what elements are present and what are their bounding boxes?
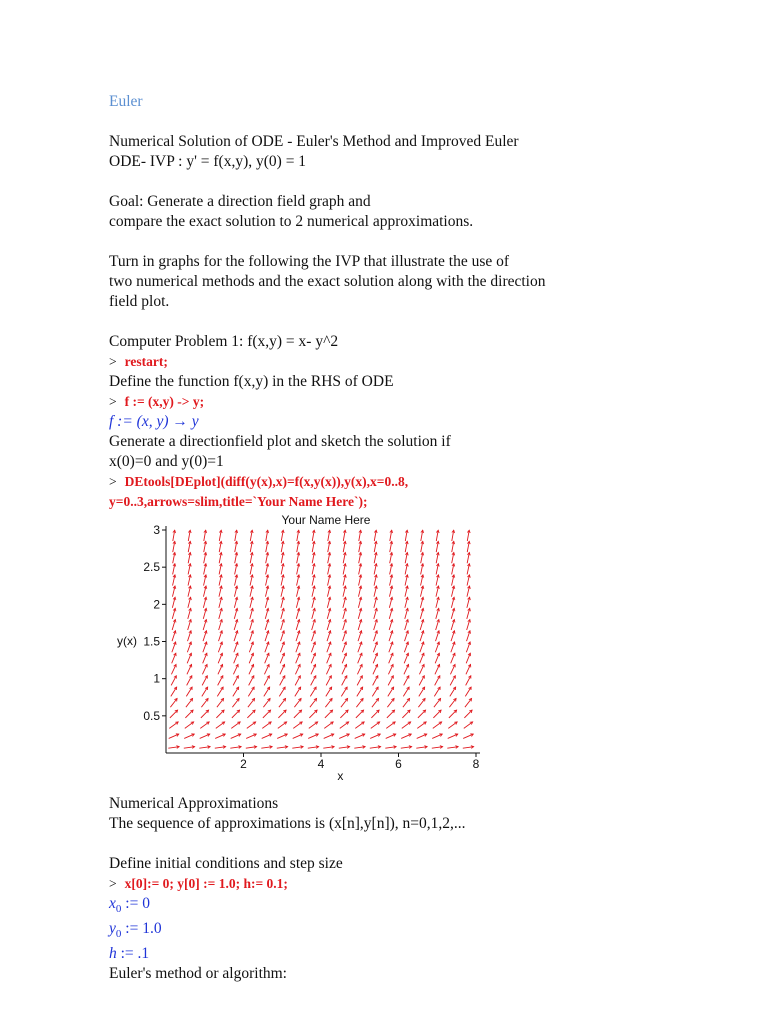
field-arrow [448,722,457,728]
field-arrow [186,698,193,707]
sequence-text: The sequence of approximations is (x[n],y[n]), n=0,1,2,... [109,815,466,832]
field-arrow [293,722,302,728]
field-arrow [449,710,457,718]
field-arrow [325,710,333,718]
direction-field-text-2: x(0)=0 and y(0)=1 [109,453,224,470]
output-f: f := (x, y) → y [109,413,199,430]
turnin-line-1: Turn in graphs for the following the IVP that illustrate the use of [109,253,510,270]
field-arrow [171,687,177,696]
field-arrow [403,698,410,707]
field-arrow [186,687,192,696]
field-arrow [464,722,473,728]
field-arrow [387,710,395,718]
field-arrow [279,687,285,696]
field-arrow [434,698,441,707]
field-arrow [202,687,208,696]
field-arrow [278,722,287,728]
field-arrow [433,710,441,718]
field-arrow [278,710,286,718]
field-arrow [433,722,442,728]
initial-conditions-text: Define initial conditions and step size [109,855,343,872]
field-arrow [402,710,410,718]
field-arrow [341,698,348,707]
field-arrow [356,710,364,718]
field-arrow [294,698,301,707]
prompt-marker: > [109,354,117,369]
x-tick-label: 4 [317,757,325,771]
command-deplot-continued[interactable]: y=0..3,arrows=slim,title=`Your Name Here`); [109,494,368,509]
turnin-line-2: two numerical methods and the exact solution along with the direction [109,273,546,290]
field-arrow [295,687,301,696]
output-y0: $y_0$ := 1.0 [109,920,162,940]
field-arrow [233,687,239,696]
field-arrow [294,710,302,718]
field-arrow [341,687,347,696]
y-tick-label: 2 [153,597,160,612]
x-tick-label: 8 [472,757,480,771]
field-arrow [217,698,224,707]
field-arrow [201,698,208,707]
field-arrow [356,698,363,707]
y-axis-label: y(x) [117,634,137,649]
field-arrow [170,698,177,707]
field-arrow [248,698,255,707]
field-arrow [263,698,270,707]
command-define-f[interactable] [109,392,749,412]
field-arrow [450,687,456,696]
field-arrow [340,710,348,718]
field-arrow [170,710,178,718]
prompt-marker: > [109,474,117,489]
output-x0: $x_0$ := 0 [109,895,150,915]
document [109,92,749,984]
euler-method-text: Euler's method or algorithm: [109,965,287,982]
plot-svg [109,512,509,794]
field-arrow [310,698,317,707]
field-arrow [372,687,378,696]
plot-title: Your Name Here [281,513,371,527]
field-arrow [216,710,224,718]
command-initial-conditions[interactable] [109,874,749,894]
field-arrow [247,710,255,718]
field-arrow [185,722,194,728]
field-arrow [248,687,254,696]
field-arrow [247,722,256,728]
command-text: restart; [124,354,168,369]
field-arrow [371,722,380,728]
field-arrow [324,722,333,728]
intro-line-2: ODE- IVP : y' = f(x,y), y(0) = 1 [109,153,307,170]
field-arrow [449,698,456,707]
field-arrow [200,722,209,728]
field-arrow [264,687,270,696]
command-deplot[interactable] [109,472,749,492]
y-tick-label: 1 [153,671,160,686]
field-arrow [402,722,411,728]
field-arrow [201,710,209,718]
field-arrow [386,722,395,728]
field-arrow [417,722,426,728]
field-arrow [309,722,318,728]
y-tick-label: 3 [153,523,160,537]
field-arrow [387,698,394,707]
field-arrow [326,687,332,696]
field-arrow [279,698,286,707]
command-text: f := (x,y) -> y; [124,394,205,409]
output-h: h := .1 [109,945,150,962]
field-arrow [418,698,425,707]
y-tick-label: 2.5 [143,560,160,575]
goal-line-1: Goal: Generate a direction field graph and [109,193,371,210]
field-arrow [263,710,271,718]
field-arrow [232,710,240,718]
problem-statement: Computer Problem 1: f(x,y) = x- y^2 [109,333,339,350]
goal-line-2: compare the exact solution to 2 numerical approximations. [109,213,474,230]
define-function-text: Define the function f(x,y) in the RHS of ODE [109,373,394,390]
field-arrow [217,687,223,696]
field-arrow [418,710,426,718]
intro-line-1: Numerical Solution of ODE - Euler's Method and Improved Euler [109,133,519,150]
field-arrow [464,710,472,718]
command-text: x[0]:= 0; y[0] := 1.0; h:= 0.1; [124,876,288,891]
direction-field-text-1: Generate a directionfield plot and sketch the solution if [109,433,451,450]
field-arrow [169,722,178,728]
turnin-line-3: field plot. [109,293,170,310]
field-arrow [310,687,316,696]
y-tick-label: 1.5 [143,634,160,649]
field-arrow [434,687,440,696]
field-arrow [465,698,472,707]
field-arrow [216,722,225,728]
field-arrow [403,687,409,696]
field-arrow [340,722,349,728]
field-arrow [388,687,394,696]
field-arrow [419,687,425,696]
field-arrow [465,687,471,696]
field-arrow [371,710,379,718]
field-arrow [262,722,271,728]
field-arrow [309,710,317,718]
field-arrow [372,698,379,707]
field-arrow [325,698,332,707]
field-arrow [231,722,240,728]
field-arrow [357,687,363,696]
x-axis-label: x [337,769,344,783]
field-arrow [185,710,193,718]
numerical-heading: Numerical Approximations [109,795,279,812]
x-tick-label: 2 [240,757,247,771]
command-restart[interactable] [109,352,749,372]
x-tick-label: 6 [395,757,402,771]
field-arrow [232,698,239,707]
prompt-marker: > [109,394,117,409]
y-tick-label: 0.5 [143,708,160,723]
prompt-marker: > [109,876,117,891]
euler-link[interactable]: Euler [109,93,143,110]
command-text: DEtools[DEplot](diff(y(x),x)=f(x,y(x)),y(x),x=0..8, [124,474,409,489]
field-arrow [355,722,364,728]
direction-field-plot [109,512,509,794]
